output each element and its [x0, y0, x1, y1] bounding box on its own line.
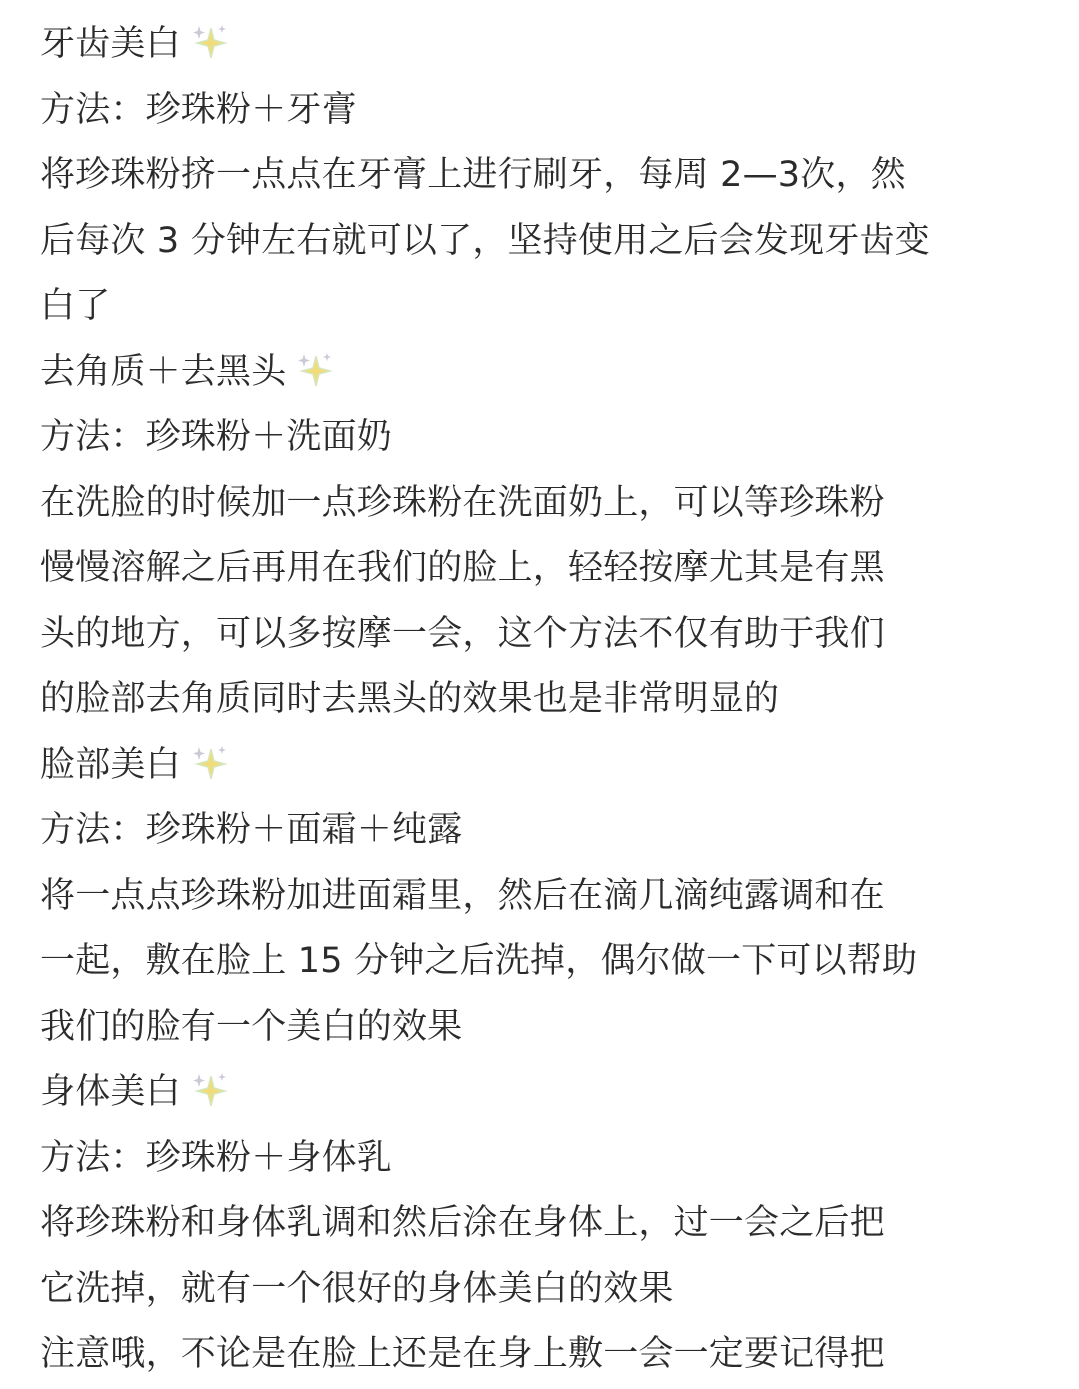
section-title — [40, 340, 1049, 406]
description-line: 慢慢溶解之后再用在我们的脸上，轻轻按摩尤其是有黑 — [40, 548, 885, 588]
section-title-text: 身体美白 — [40, 1072, 181, 1112]
description-line: 将珍珠粉和身体乳调和然后涂在身体上，过一会之后把 — [40, 1203, 885, 1243]
description-line: 将一点点珍珠粉加进面霜里，然后在滴几滴纯露调和在 — [40, 875, 885, 916]
note-line: 注意哦，不论是在脸上还是在身上敷一会一定要记得把 — [40, 1334, 885, 1374]
description-line: 白了 — [40, 286, 111, 326]
description-line: 我们的脸有一个美白的效果 — [40, 1006, 463, 1047]
section-title-text: 牙齿美白 — [40, 24, 181, 64]
section-title-text: 去角质＋去黑头 — [40, 351, 287, 392]
section-title — [40, 12, 1049, 78]
description-line: 在洗脸的时候加一点珍珠粉在洗面奶上，可以等珍珠粉 — [40, 482, 885, 523]
sparkles-icon — [189, 743, 229, 783]
method-line: 方法：珍珠粉＋面霜＋纯露 — [40, 810, 463, 850]
section-title-text: 脸部美白 — [40, 744, 181, 785]
description-line: 一起，敷在脸上 15 分钟之后洗掉，偶尔做一下可以帮助 — [40, 941, 918, 981]
description-line: 它洗掉，就有一个很好的身体美白的效果 — [40, 1268, 674, 1309]
sparkles-icon — [189, 22, 229, 62]
sparkles-icon — [189, 1070, 229, 1110]
section-title — [40, 733, 1049, 799]
method-line: 方法：珍珠粉＋身体乳 — [40, 1137, 393, 1178]
description-line: 后每次 3 分钟左右就可以了，坚持使用之后会发现牙齿变 — [40, 220, 930, 261]
description-line: 头的地方，可以多按摩一会，这个方法不仅有助于我们 — [40, 613, 885, 654]
description-line: 将珍珠粉挤一点点在牙膏上进行刷牙，每周 2—3次，然 — [40, 155, 906, 195]
section-title — [40, 1060, 1049, 1126]
method-line: 方法：珍珠粉＋牙膏 — [40, 89, 357, 130]
method-line: 方法：珍珠粉＋洗面奶 — [40, 417, 393, 457]
sparkles-icon — [294, 350, 334, 390]
description-line: 的脸部去角质同时去黑头的效果也是非常明显的 — [40, 679, 780, 719]
